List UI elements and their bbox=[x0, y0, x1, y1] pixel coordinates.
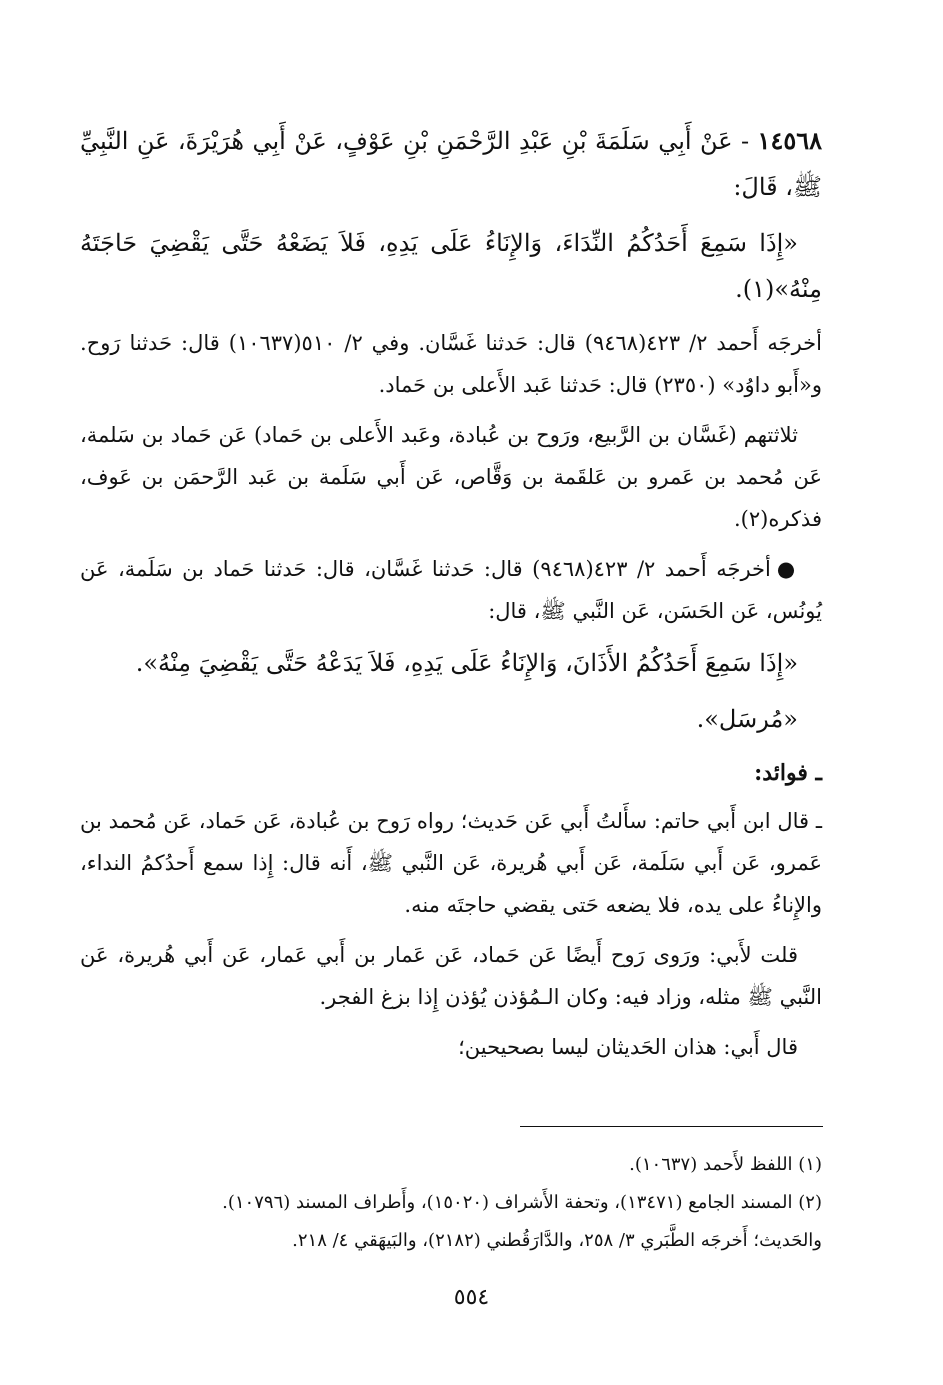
takhrij-paragraph-3-text: أخرجَه أَحمد ٢/ ٤٢٣(٩٤٦٨) قال: حَدثنا غَسَّان، قال: حَدثنا حَماد بن سَلَمة، عَن يُونُس، عَن الحَسَن، عَن النَّبي ﷺ، قال: bbox=[80, 557, 822, 623]
footnote-divider bbox=[520, 1126, 823, 1127]
footnotes bbox=[80, 1146, 822, 1260]
hadith-chain: - عَنْ أَبِي سَلَمَةَ بْنِ عَبْدِ الرَّحْمَنِ بْنِ عَوْفٍ، عَنْ أَبِي هُرَيْرَةَ، عَنِ النَّبِيِّ ﷺ، قَالَ: bbox=[80, 127, 822, 201]
bullet-icon: ● bbox=[776, 556, 798, 581]
footnote-1: (١) اللفظ لأَحمد (١٠٦٣٧). bbox=[629, 1154, 822, 1175]
takhrij-paragraph-1: أخرجَه أَحمد ٢/ ٤٢٣(٩٤٦٨) قال: حَدثنا غَسَّان. وفي ٢/ ٥١٠(١٠٦٣٧) قال: حَدثنا رَوح. و«أَبو داوُد» (٢٣٥٠) قال: حَدثنا عَبد الأَعلى بن حَماد. bbox=[80, 331, 822, 397]
fawaid-paragraph-2: قلت لأَبي: ورَوى رَوح أَيضًا عَن حَماد، عَن عَمار بن أَبي عَمار، عَن أَبي هُريرة، عَن النَّبي ﷺ مثله، وزاد فيه: وكان الـمُؤذن يُؤذن إِذا بزغ الفجر. bbox=[80, 943, 822, 1009]
takhrij-paragraph-3 bbox=[80, 548, 822, 632]
hadith-number: ١٤٥٦٨ bbox=[757, 126, 822, 155]
page-body bbox=[80, 118, 822, 1076]
fawaid-paragraph-1: ـ قال ابن أَبي حاتم: سأَلتُ أَبي عَن حَديث؛ رواه رَوح بن عُبادة، عَن حَماد، عَن مُحمد بن عَمرو، عَن أَبي سَلَمة، عَن أَبي هُريرة، عَن النَّبي ﷺ، أَنه قال: إِذا سمع أَحدُكمُ النداء، والإِناءُ على يده، فلا يضعه حَتى يقضي حاجتَه منه. bbox=[80, 809, 822, 917]
mursal-quote: «إِذَا سَمِعَ أَحَدُكُمُ الأَذَانَ، وَالإِنَاءُ عَلَى يَدِهِ، فَلاَ يَدَعْهُ حَتَّى يَقْضِيَ مِنْهُ». bbox=[135, 649, 798, 677]
fawaid-paragraph-3: قال أَبي: هذان الحَديثان ليسا بصحيحين؛ bbox=[458, 1035, 798, 1059]
hadith-text bbox=[80, 118, 822, 210]
takhrij-paragraph-2: ثلاثتهم (غَسَّان بن الرَّبيع، ورَوح بن عُبادة، وعَبد الأَعلى بن حَماد) عَن حَماد بن سَلمة، عَن مُحمد بن عَمرو بن عَلقَمة بن وَقَّاص، عَن أَبي سَلَمة بن عَبد الرَّحمَن بن عَوف، فذكره(٢). bbox=[80, 423, 822, 531]
hadith-quote: «إِذَا سَمِعَ أَحَدُكُمُ النِّدَاءَ، وَالإِنَاءُ عَلَى يَدِهِ، فَلاَ يَضَعْهُ حَتَّى يَقْضِيَ حَاجَتَهُ مِنْهُ»(١). bbox=[80, 229, 822, 303]
footnote-2-continued: والحَديث؛ أَخرجَه الطَّبَري ٣/ ٢٥٨، والدَّارَقُطني (٢١٨٢)، والبَيهَقي ٤/ ٢١٨. bbox=[292, 1230, 822, 1251]
fawaid-heading: ـ فوائد: bbox=[754, 760, 822, 786]
mursal-label: «مُرسَل». bbox=[696, 705, 798, 733]
footnote-2: (٢) المسند الجامع (١٣٤٧١)، وتحفة الأَشراف (١٥٠٢٠)، وأَطراف المسند (١٠٧٩٦). bbox=[222, 1192, 822, 1213]
page-number: ٥٥٤ bbox=[453, 1285, 490, 1310]
